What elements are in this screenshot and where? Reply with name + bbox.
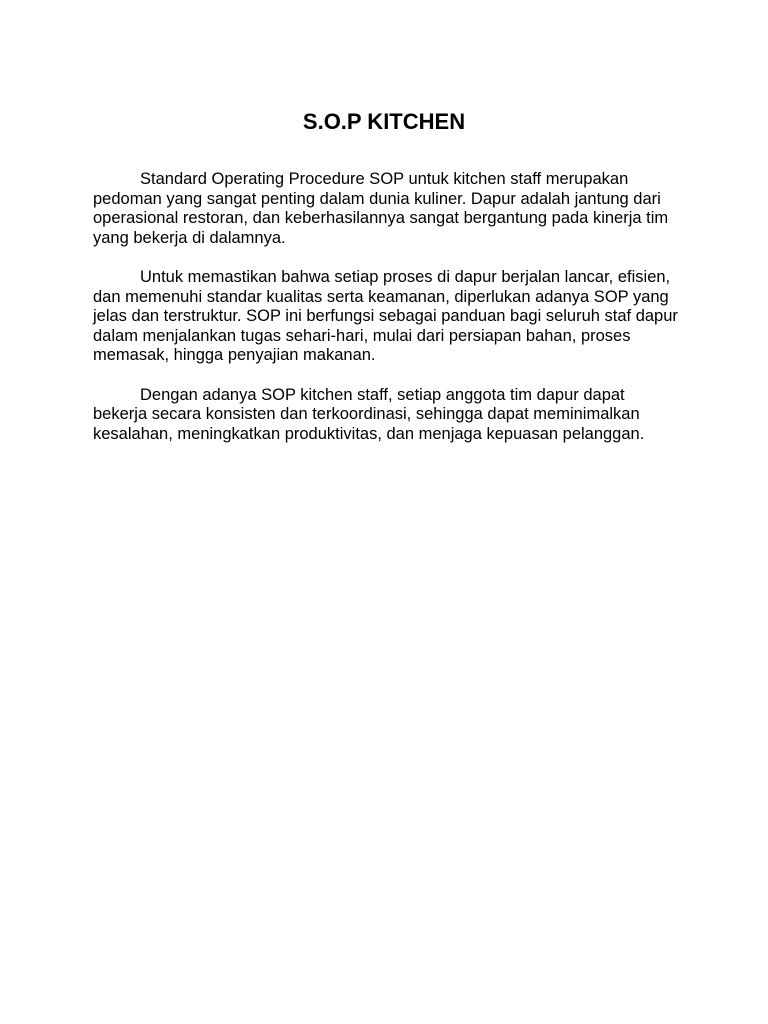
document-title: S.O.P KITCHEN xyxy=(302,109,466,134)
paragraph-benefits: Dengan adanya SOP kitchen staff, setiap anggota tim dapur dapat bekerja secara konsisten dan terkoordinasi, sehingga dapat meminimalkan kesalahan, meningkatkan produktivitas, dan menjaga kepuasan pelanggan. xyxy=(93,385,645,443)
document-body xyxy=(93,170,683,464)
paragraph-purpose: Untuk memastikan bahwa setiap proses di dapur berjalan lancar, efisien, dan memenuhi standar kualitas serta keamanan, diperlukan adanya SOP yang jelas dan terstruktur. SOP ini berfungsi sebagai panduan bagi seluruh staf dapur dalam menjalankan tugas sehari-hari, mulai dari persiapan bahan, proses memasak, hingga penyajian makanan. xyxy=(93,267,678,365)
paragraph-intro: Standard Operating Procedure SOP untuk kitchen staff merupakan pedoman yang sangat penting dalam dunia kuliner. Dapur adalah jantung dari operasional restoran, dan keberhasilannya sangat bergantung pada kinerja tim yang bekerja di dalamnya. xyxy=(93,170,669,247)
